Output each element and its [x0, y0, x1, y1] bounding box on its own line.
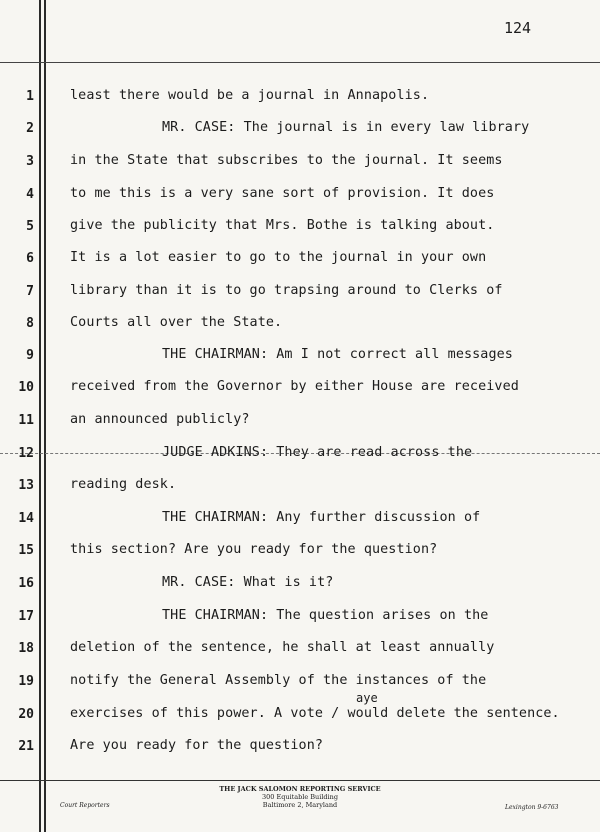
line-number: 2 — [26, 121, 34, 136]
transcript-line: THE CHAIRMAN: Any further discussion of — [162, 510, 481, 525]
firm-name: THE JACK SALOMON REPORTING SERVICE — [219, 785, 381, 793]
margin-line-right — [44, 0, 46, 832]
line-number: 11 — [18, 413, 34, 428]
line-number: 20 — [18, 707, 34, 722]
line-number: 21 — [18, 739, 34, 754]
line-number: 18 — [18, 641, 34, 656]
line-number: 8 — [26, 316, 34, 331]
header-rule — [0, 62, 600, 63]
line-number: 3 — [26, 154, 34, 169]
line-number: 13 — [18, 478, 34, 493]
line-number: 12 — [18, 446, 34, 461]
transcript-line: an announced publicly? — [70, 412, 250, 427]
line-number: 15 — [18, 543, 34, 558]
transcript-line: this section? Are you ready for the question? — [70, 542, 438, 557]
line-number: 7 — [26, 284, 34, 299]
line-number: 5 — [26, 219, 34, 234]
footer-rule — [0, 780, 600, 781]
line-number: 16 — [18, 576, 34, 591]
interlineation: aye — [356, 691, 378, 705]
transcript-line: MR. CASE: What is it? — [162, 575, 334, 590]
transcript-line: Courts all over the State. — [70, 315, 283, 330]
phone-number: Lexington 9-6763 — [505, 804, 559, 811]
address-line: Baltimore 2, Maryland — [262, 801, 338, 809]
transcript-line: received from the Governor by either House are received — [70, 379, 519, 394]
transcript-line: reading desk. — [70, 477, 177, 492]
transcript-line: deletion of the sentence, he shall at least annually — [70, 640, 495, 655]
transcript-line: exercises of this power. A vote / would delete the sentence. — [70, 706, 560, 721]
line-number: 6 — [26, 251, 34, 266]
footer-left: Court Reporters — [60, 802, 110, 809]
transcript-line: to me this is a very sane sort of provision. It does — [70, 186, 495, 201]
reporting-service-block — [180, 785, 420, 809]
line-number: 10 — [18, 380, 34, 395]
margin-line-left — [39, 0, 41, 832]
line-number: 1 — [26, 89, 34, 104]
transcript-line: JUDGE ADKINS: They are read across the — [162, 445, 473, 460]
transcript-line: notify the General Assembly of the instances of the — [70, 673, 487, 688]
transcript-line: THE CHAIRMAN: Am I not correct all messages — [162, 347, 513, 362]
address-line: 300 Equitable Building — [262, 793, 338, 801]
line-number: 9 — [26, 348, 34, 363]
transcript-line: in the State that subscribes to the journal. It seems — [70, 153, 503, 168]
page-number: 124 — [504, 19, 532, 37]
transcript-line: MR. CASE: The journal is in every law library — [162, 120, 530, 135]
transcript-line: give the publicity that Mrs. Bothe is talking about. — [70, 218, 495, 233]
transcript-line: THE CHAIRMAN: The question arises on the — [162, 608, 489, 623]
transcript-line: least there would be a journal in Annapolis. — [70, 88, 430, 103]
transcript-line: library than it is to go trapsing around to Clerks of — [70, 283, 503, 298]
transcript-line: Are you ready for the question? — [70, 738, 324, 753]
line-number: 4 — [26, 187, 34, 202]
line-number: 17 — [18, 609, 34, 624]
transcript-line: It is a lot easier to go to the journal in your own — [70, 250, 487, 265]
line-number: 14 — [18, 511, 34, 526]
line-number: 19 — [18, 674, 34, 689]
